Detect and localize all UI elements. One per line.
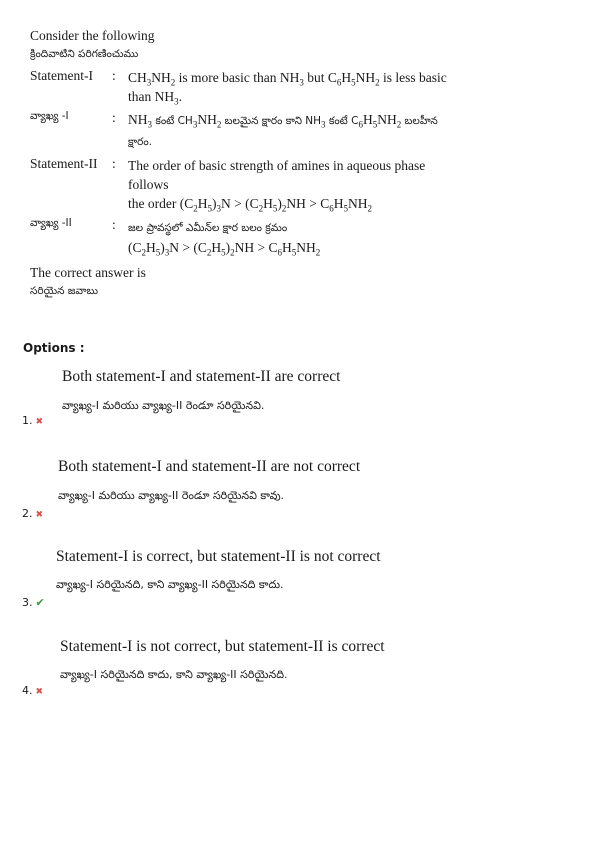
- statement-2-label-telugu: వ్యాఖ్య -II: [30, 217, 72, 229]
- option-number: 1. ✖: [22, 414, 44, 427]
- cross-icon: ✖: [35, 510, 44, 520]
- statement-1-english: [30, 68, 450, 106]
- statement-1-label: Statement-I: [30, 68, 93, 83]
- question-intro: Consider the following: [30, 28, 155, 43]
- statement-1-telugu: [30, 110, 450, 152]
- answer-prompt: The correct answer is: [30, 265, 146, 280]
- option-text: Statement-I is not correct, but statement-II is correct: [60, 638, 385, 655]
- question-block: [30, 26, 450, 301]
- statement-2-text: The order of basic strength of amines in aqueous phase follows the order $(C_2H_5)_3N > (C_2H_5)_2NH > C_6H_5NH_2$: [128, 158, 426, 214]
- option-text-telugu: వ్యాఖ్య-I మరియు వ్యాఖ్య-II రెండూ సరియైనవి.: [62, 399, 265, 412]
- option-number: 3. ✔: [22, 596, 45, 609]
- option-text-telugu: వ్యాఖ్య-I సరియైనది, కాని వ్యాఖ్య-II సరియైనది కాదు.: [56, 578, 284, 591]
- colon: :: [112, 110, 116, 125]
- statement-2-label: Statement-II: [30, 156, 98, 171]
- colon: :: [112, 68, 116, 83]
- option-number: 2. ✖: [22, 507, 44, 520]
- option-4[interactable]: [22, 636, 562, 700]
- option-2[interactable]: [22, 456, 562, 520]
- option-text-telugu: వ్యాఖ్య-I సరియైనది కాదు, కాని వ్యాఖ్య-II సరియైనది.: [60, 668, 288, 681]
- option-text: Both statement-I and statement-II are not correct: [58, 458, 361, 475]
- question-intro-telugu: క్రిందివాటిని పరిగణించుము: [30, 48, 139, 60]
- cross-icon: ✖: [35, 687, 44, 697]
- statement-2-text-telugu: జల ప్రావస్థలో ఎమీన్‌ల క్షార బలం క్రమం $(C_2H_5)_3N > (C_2H_5)_2NH > C_6H_5NH_2$: [128, 222, 321, 258]
- statement-2-english: [30, 156, 450, 213]
- options-heading: Options :: [23, 341, 85, 355]
- option-3[interactable]: [22, 546, 562, 610]
- statement-1-label-telugu: వ్యాఖ్య -I: [30, 110, 69, 122]
- colon: :: [112, 156, 116, 171]
- cross-icon: ✖: [35, 417, 44, 427]
- check-icon: ✔: [35, 596, 45, 609]
- statement-1-text-telugu: $NH_3$ కంటే $CH_3NH_2$ బలమైన క్షారం కాని $NH_3$ కంటే $C_6H_5NH_2$ బలహీన క్షారం.: [128, 112, 438, 148]
- option-1[interactable]: [22, 366, 562, 430]
- answer-prompt-telugu: సరియైన జవాబు: [30, 285, 98, 297]
- colon: :: [112, 217, 116, 232]
- option-text: Statement-I is correct, but statement-II is not correct: [56, 548, 381, 565]
- option-number: 4. ✖: [22, 684, 44, 697]
- option-text-telugu: వ్యాఖ్య-I మరియు వ్యాఖ్య-II రెండూ సరియైనవి కావు.: [58, 489, 285, 502]
- statement-1-text: $CH_3NH_2$ is more basic than $NH_3$ but $C_6H_5NH_2$ is less basic than $NH_3$.: [128, 70, 447, 107]
- option-text: Both statement-I and statement-II are correct: [62, 368, 341, 385]
- statement-2-telugu: [30, 217, 450, 257]
